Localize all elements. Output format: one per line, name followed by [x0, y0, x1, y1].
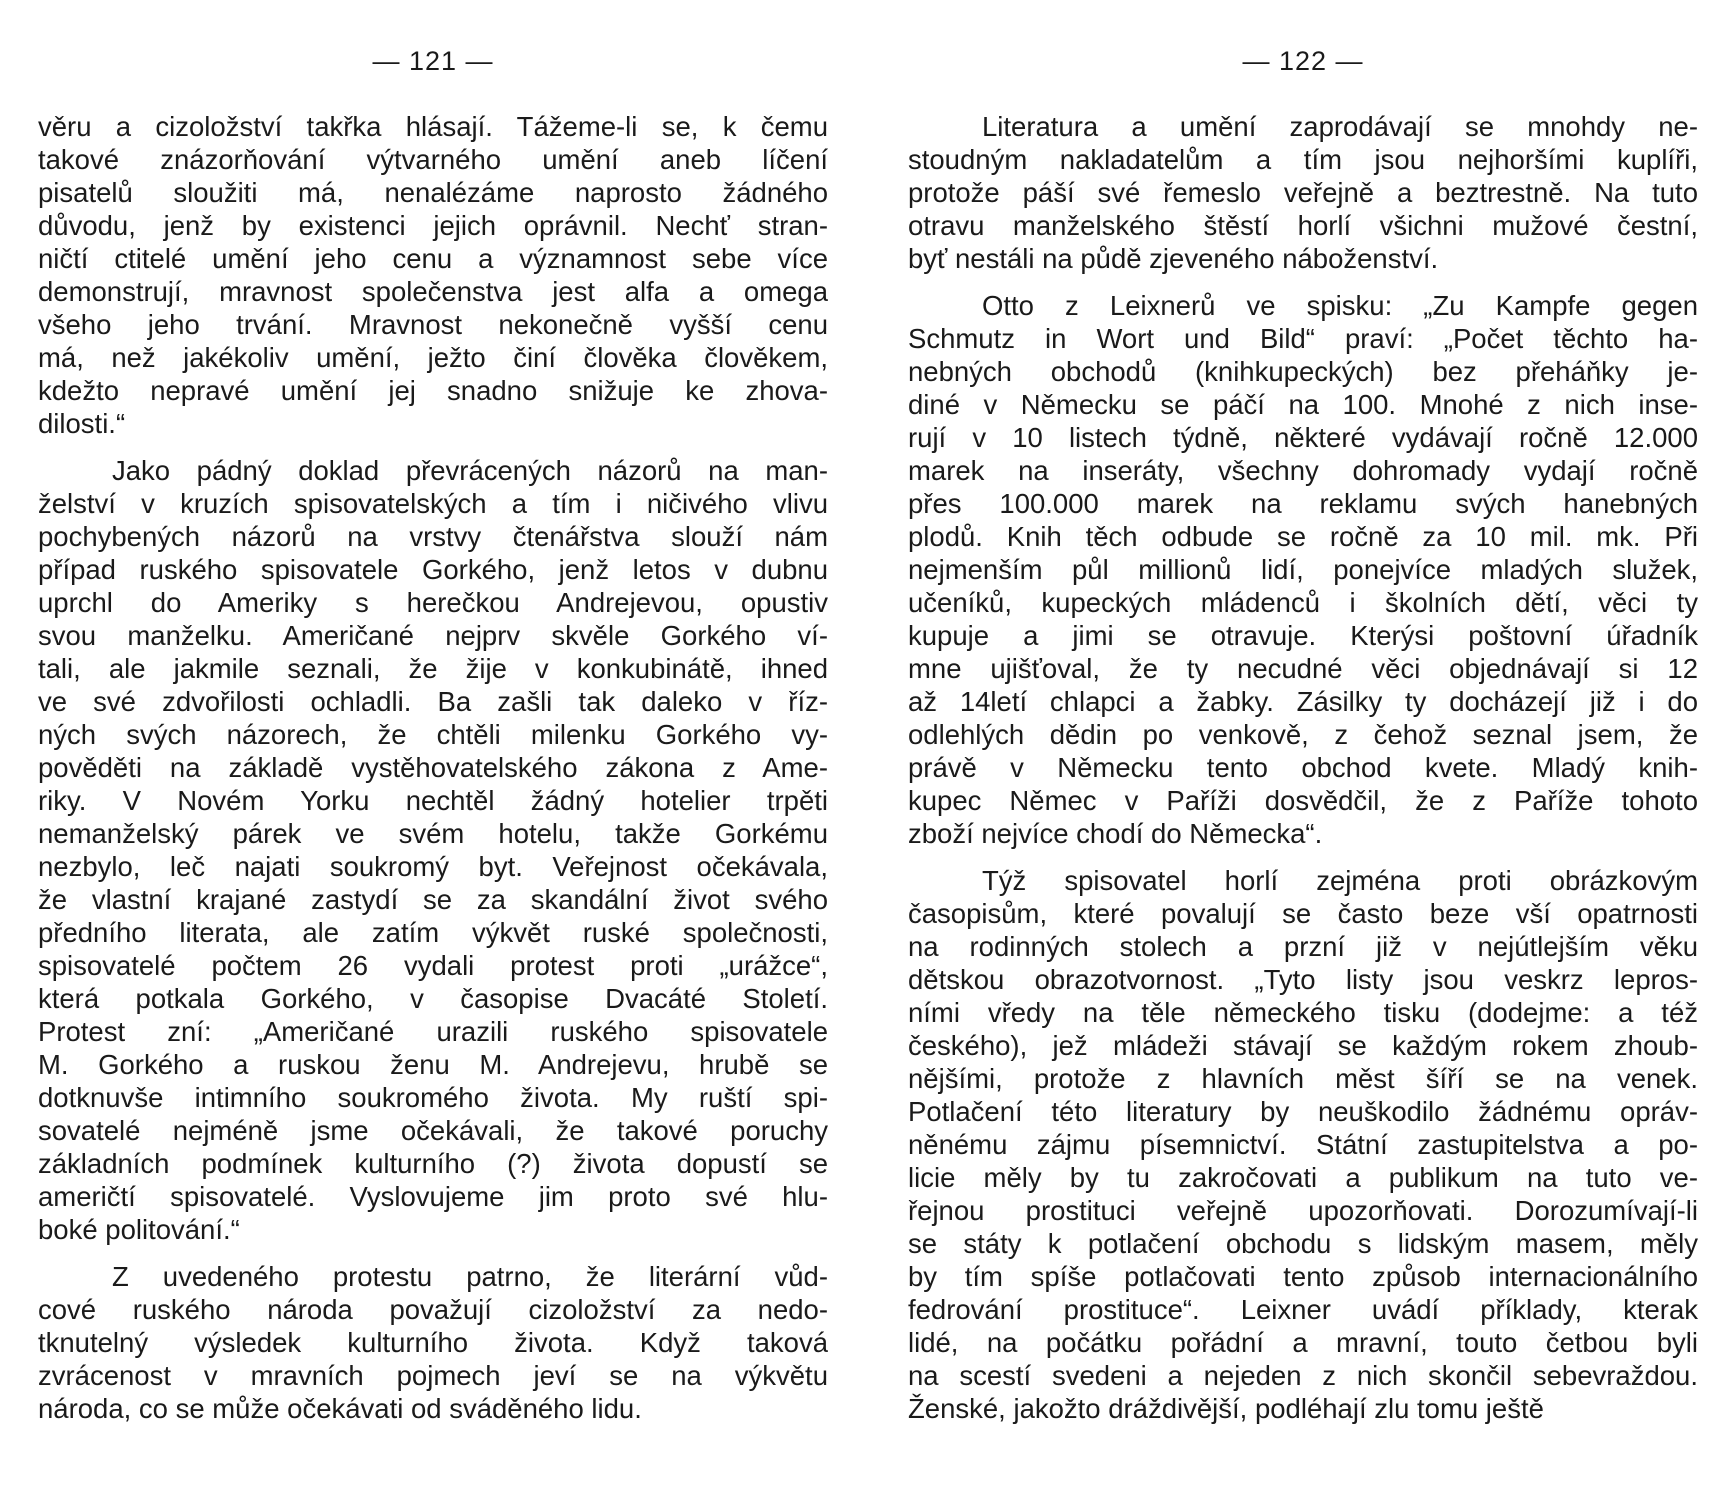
text-line: časopisům, které povalují se často beze vší opatrnosti	[908, 898, 1698, 929]
text-line: nemanželský párek ve svém hotelu, takže Gorkému	[38, 818, 828, 849]
text-line: pochybených názorů na vrstvy čtenářstva slouží nám	[38, 521, 828, 552]
text-line: českého), jež mládeži stávají se každým rokem zhoub-	[908, 1030, 1698, 1061]
text-line: Z uvedeného protestu patrno, že literární vůd-	[112, 1261, 828, 1292]
text-line: marek na inseráty, všechny dohromady vydají ročně	[908, 455, 1698, 486]
text-line: cové ruského národa považují cizoložství za nedo-	[38, 1294, 828, 1325]
text-line: by tím spíše potlačovati tento způsob internacionálního	[908, 1261, 1698, 1292]
text-line: něnému zájmu písemnictví. Státní zastupitelstva a po-	[908, 1129, 1698, 1160]
paragraph	[38, 454, 828, 1246]
text-line: protože páší své řemeslo veřejně a beztrestně. Na tuto	[908, 177, 1698, 208]
text-line: kupuje a jimi se otravuje. Kterýsi poštovní úřadník	[908, 620, 1698, 651]
text-line: takové znázorňování výtvarného umění aneb líčení	[38, 144, 828, 175]
text-line: že vlastní krajané zastydí se za skandální život svého	[38, 884, 828, 915]
text-line: licie měly by tu zakročovati a publikum na tuto ve-	[908, 1162, 1698, 1193]
text-line: Jako pádný doklad převrácených názorů na man-	[112, 455, 828, 486]
text-line: dětskou obrazotvornost. „Tyto listy jsou veskrz lepros-	[908, 964, 1698, 995]
text-line: důvodu, jenž by existenci jejich oprávnil. Nechť stran-	[38, 210, 828, 241]
text-line: demonstrují, mravnost společenstva jest alfa a omega	[38, 276, 828, 307]
text-line: Literatura a umění zaprodávají se mnohdy ne-	[982, 111, 1698, 142]
text-line: tali, ale jakmile seznali, že žije v konkubinátě, ihned	[38, 653, 828, 684]
text-line: na scestí svedeni a nejeden z nich skončil sebevraždou.	[908, 1360, 1698, 1391]
text-line: rují v 10 listech týdně, některé vydávají ročně 12.000	[908, 422, 1698, 453]
text-line: byť nestáli na půdě zjeveného náboženství.	[908, 243, 1439, 274]
text-line: věru a cizoložství takřka hlásají. Tážeme-li se, k čemu	[38, 111, 828, 142]
text-line: základních podmínek kulturního (?) života dopustí se	[38, 1148, 828, 1179]
text-line: ními vředy na těle německého tisku (dodejme: a též	[908, 997, 1698, 1028]
text-line: pověděti na základě vystěhovatelského zákona z Ame-	[38, 752, 828, 783]
text-line: ných svých názorech, že chtěli milenku Gorkého vy-	[38, 719, 828, 750]
text-line: národa, co se může očekávati od sváděného lidu.	[38, 1393, 642, 1424]
text-line: nějšími, protože z hlavních měst šíří se na venek.	[908, 1063, 1698, 1094]
text-line: řejnou prostituci veřejně upozorňovati. Dorozumívají-li	[908, 1195, 1698, 1226]
text-line: spisovatelé počtem 26 vydali protest proti „urážce“,	[38, 950, 828, 981]
text-line: tknutelný výsledek kulturního života. Když taková	[38, 1327, 828, 1358]
text-line: má, než jakékoliv umění, ježto činí člověka člověkem,	[38, 342, 828, 373]
text-line: dilosti.“	[38, 408, 126, 439]
text-line: uprchl do Ameriky s herečkou Andrejevou, opustiv	[38, 587, 828, 618]
text-line: pisatelů sloužiti má, nenalézáme naprosto žádného	[38, 177, 828, 208]
text-line: Otto z Leixnerů ve spisku: „Zu Kampfe gegen	[982, 290, 1698, 321]
text-line: odlehlých dědin po venkově, z čehož seznal jsem, že	[908, 719, 1698, 750]
text-line: otravu manželského štěstí horlí všichni mužové čestní,	[908, 210, 1698, 241]
text-line: kdežto nepravé umění jej snadno snižuje ke zhova-	[38, 375, 828, 406]
text-line: na rodinných stolech a przní již v nejútlejším věku	[908, 931, 1698, 962]
text-line: ve své zdvořilosti ochladli. Ba zašli tak daleko v říz-	[38, 686, 828, 717]
text-line: diné v Německu se páčí na 100. Mnohé z nich inse-	[908, 389, 1698, 420]
text-line: svou manželku. Američané nejprv skvěle Gorkého ví-	[38, 620, 828, 651]
text-line: až 14letí chlapci a žabky. Zásilky ty docházejí již i do	[908, 686, 1698, 717]
text-line: želství v kruzích spisovatelských a tím i ničivého vlivu	[38, 488, 828, 519]
text-line: Protest zní: „Američané urazili ruského spisovatele	[38, 1016, 828, 1047]
paragraph	[908, 289, 1698, 850]
text-line: Ženské, jakožto dráždivější, podléhají zlu tomu ještě	[908, 1393, 1544, 1424]
text-line: fedrování prostituce“. Leixner uvádí příklady, kterak	[908, 1294, 1698, 1325]
text-line: která potkala Gorkého, v časopise Dvacáté Století.	[38, 983, 828, 1014]
text-line: všeho jeho trvání. Mravnost nekonečně vyšší cenu	[38, 309, 828, 340]
left-page	[38, 0, 828, 1500]
text-line: nezbylo, leč najati soukromý byt. Veřejnost očekávala,	[38, 851, 828, 882]
text-line: plodů. Knih těch odbude se ročně za 10 mil. mk. Při	[908, 521, 1698, 552]
paragraph	[38, 1260, 828, 1425]
right-page	[908, 0, 1698, 1500]
page-number-left: — 121 —	[372, 46, 494, 76]
paragraph	[38, 110, 828, 440]
paragraph	[908, 864, 1698, 1425]
text-line: lidé, na počátku pořádní a mravní, touto četbou byli	[908, 1327, 1698, 1358]
text-line: američtí spisovatelé. Vyslovujeme jim proto své hlu-	[38, 1181, 828, 1212]
text-line: M. Gorkého a ruskou ženu M. Andrejevu, hrubě se	[38, 1049, 828, 1080]
text-line: riky. V Novém Yorku nechtěl žádný hotelier trpěti	[38, 785, 828, 816]
text-line: zvrácenost v mravních pojmech jeví se na výkvětu	[38, 1360, 828, 1391]
text-line: mne ujišťoval, že ty necudné věci objednávají si 12	[908, 653, 1698, 684]
page-number-right: — 122 —	[1242, 46, 1364, 76]
text-line: právě v Německu tento obchod kvete. Mladý knih-	[908, 752, 1698, 783]
text-line: ničtí ctitelé umění jeho cenu a významnost sebe více	[38, 243, 828, 274]
text-line: nebných obchodů (knihkupeckých) bez přeháňky je-	[908, 356, 1698, 387]
text-line: kupec Němec v Paříži dosvědčil, že z Paříže tohoto	[908, 785, 1698, 816]
text-line: nejmenším půl millionů lidí, ponejvíce mladých služek,	[908, 554, 1698, 585]
left-page-text	[38, 110, 828, 1439]
right-page-text	[908, 110, 1698, 1439]
text-line: dotknuvše intimního soukromého života. My ruští spi-	[38, 1082, 828, 1113]
text-line: předního literata, ale zatím výkvět ruské společnosti,	[38, 917, 828, 948]
text-line: přes 100.000 marek na reklamu svých hanebných	[908, 488, 1698, 519]
text-line: boké politování.“	[38, 1214, 240, 1245]
text-line: případ ruského spisovatele Gorkého, jenž letos v dubnu	[38, 554, 828, 585]
paragraph	[908, 110, 1698, 275]
text-line: učeníků, kupeckých mládenců i školních dětí, věci ty	[908, 587, 1698, 618]
text-line: Potlačení této literatury by neuškodilo žádnému opráv-	[908, 1096, 1698, 1127]
text-line: stoudným nakladatelům a tím jsou nejhoršími kuplíři,	[908, 144, 1698, 175]
text-line: sovatelé nejméně jsme očekávali, že takové poruchy	[38, 1115, 828, 1146]
text-line: zboží nejvíce chodí do Německa“.	[908, 818, 1323, 849]
text-line: Schmutz in Wort und Bild“ praví: „Počet těchto ha-	[908, 323, 1698, 354]
text-line: se státy k potlačení obchodu s lidským masem, měly	[908, 1228, 1698, 1259]
text-line: Týž spisovatel horlí zejména proti obrázkovým	[982, 865, 1698, 896]
